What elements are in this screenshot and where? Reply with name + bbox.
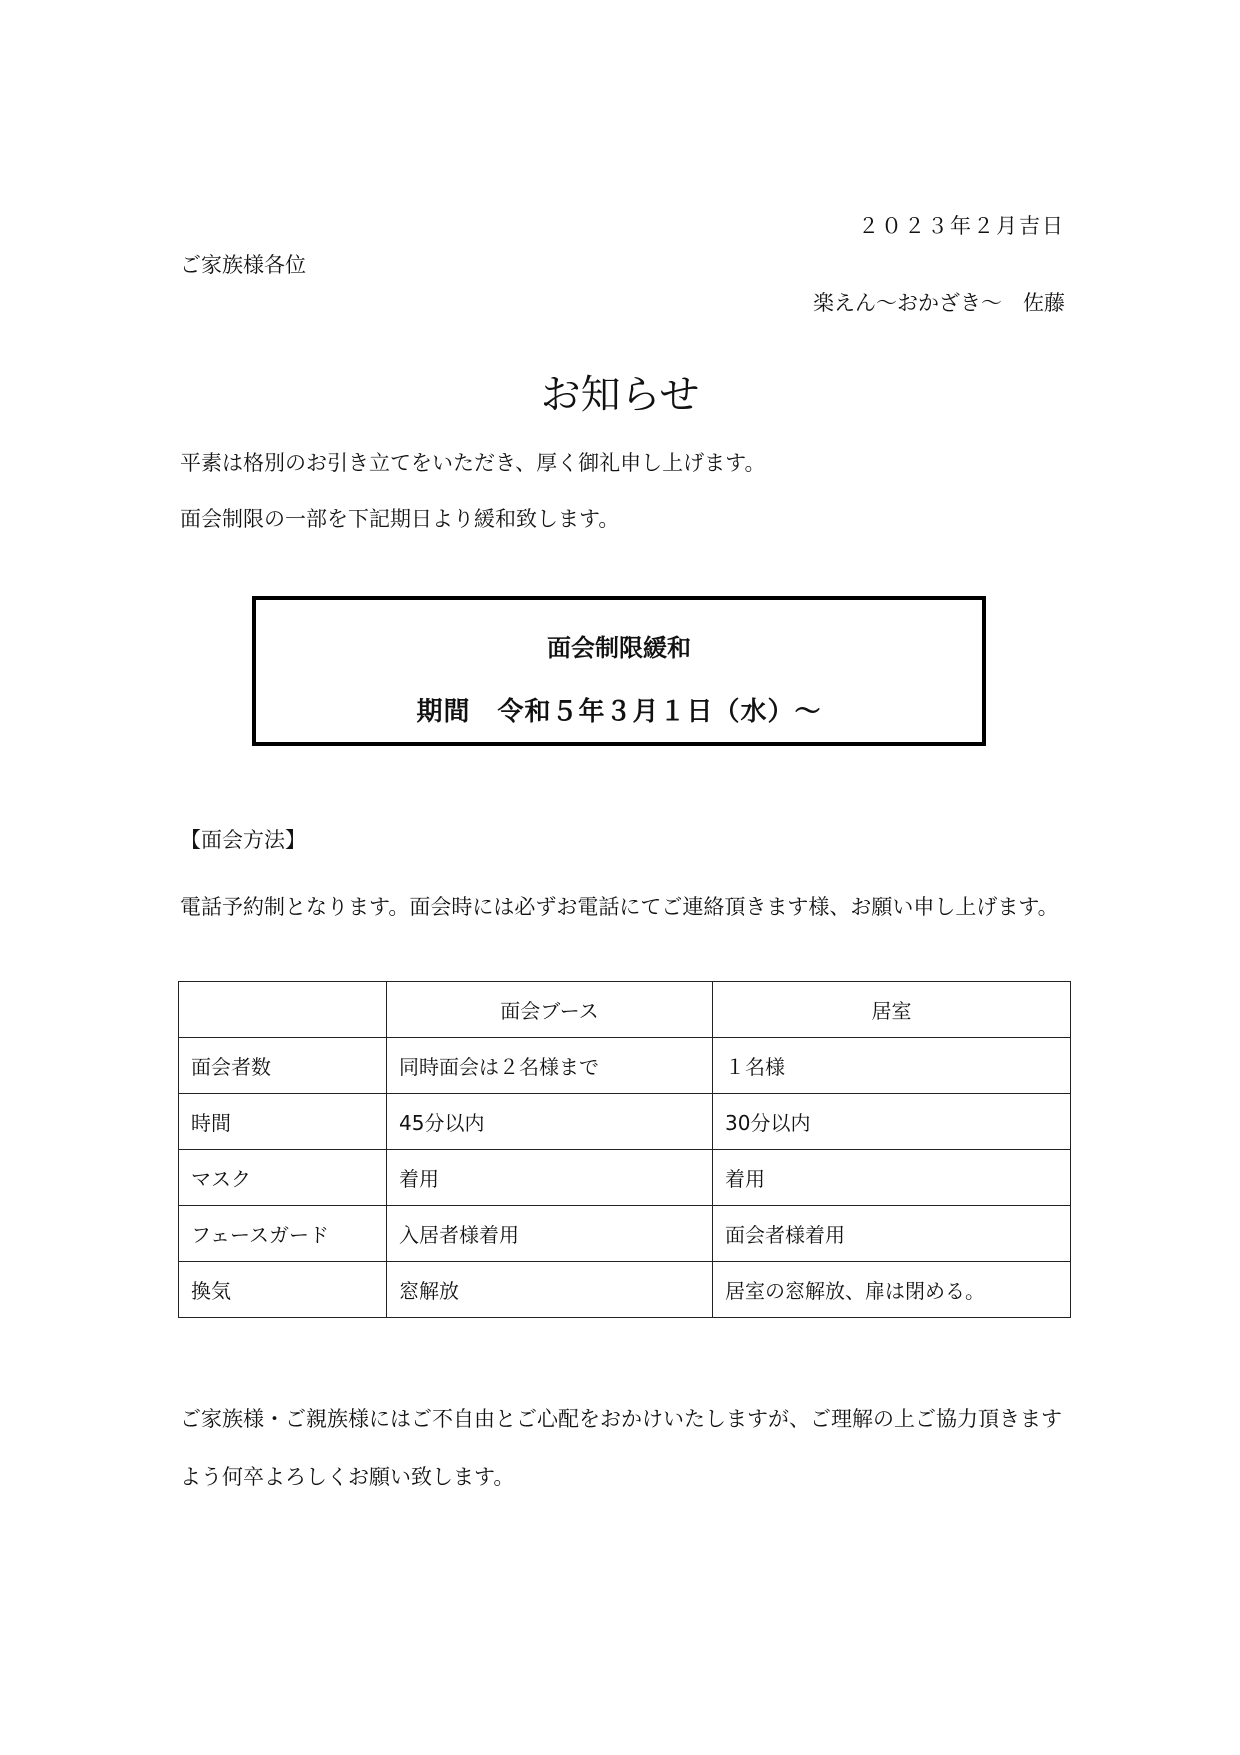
- table-cell: 窓解放: [387, 1262, 713, 1318]
- table-cell: １名様: [713, 1038, 1071, 1094]
- table-cell: 面会者数: [179, 1038, 387, 1094]
- table-cell: マスク: [179, 1150, 387, 1206]
- notice-period: 期間 令和５年３月１日（水）〜: [416, 697, 822, 727]
- table-row: [179, 1262, 1071, 1318]
- table-cell: 居室の窓解放、扉は閉める。: [713, 1262, 1071, 1318]
- table-cell: フェースガード: [179, 1206, 387, 1262]
- table-header-cell: 面会ブース: [387, 982, 713, 1038]
- table-cell: 同時面会は２名様まで: [387, 1038, 713, 1094]
- table-header-cell: 居室: [713, 982, 1071, 1038]
- table-cell: 面会者様着用: [713, 1206, 1071, 1262]
- document-date: ２０２３年２月吉日: [858, 214, 1065, 238]
- table-cell: 着用: [387, 1150, 713, 1206]
- table-cell: 着用: [713, 1150, 1071, 1206]
- greeting-text: 平素は格別のお引き立てをいただき、厚く御礼申し上げます。: [180, 451, 766, 475]
- recipient: ご家族様各位: [180, 253, 306, 277]
- table-cell: 30分以内: [713, 1094, 1071, 1150]
- notice-title: 面会制限緩和: [547, 634, 691, 662]
- table-cell: 45分以内: [387, 1094, 713, 1150]
- table-header-row: [179, 982, 1071, 1038]
- table-row: [179, 1206, 1071, 1262]
- announcement-text: 面会制限の一部を下記期日より緩和致します。: [180, 507, 620, 531]
- closing-text: ご家族様・ご親族様にはご不自由とご心配をおかけいたしますが、ご理解の上ご協力頂きますよう何卒よろしくお願い致します。: [180, 1407, 1062, 1489]
- method-heading: 【面会方法】: [180, 828, 306, 852]
- method-body: 電話予約制となります。面会時には必ずお電話にてご連絡頂きます様、お願い申し上げます。: [180, 895, 1059, 919]
- notice-box: [252, 596, 986, 746]
- table-header-cell: [179, 982, 387, 1038]
- table-row: [179, 1150, 1071, 1206]
- page-title: お知らせ: [540, 372, 700, 418]
- table-row: [179, 1094, 1071, 1150]
- table-row: [179, 1038, 1071, 1094]
- table-cell: 換気: [179, 1262, 387, 1318]
- table-cell: 入居者様着用: [387, 1206, 713, 1262]
- table-cell: 時間: [179, 1094, 387, 1150]
- sender: 楽えん〜おかざき〜 佐藤: [813, 291, 1065, 315]
- visit-rules-table: [178, 981, 1071, 1318]
